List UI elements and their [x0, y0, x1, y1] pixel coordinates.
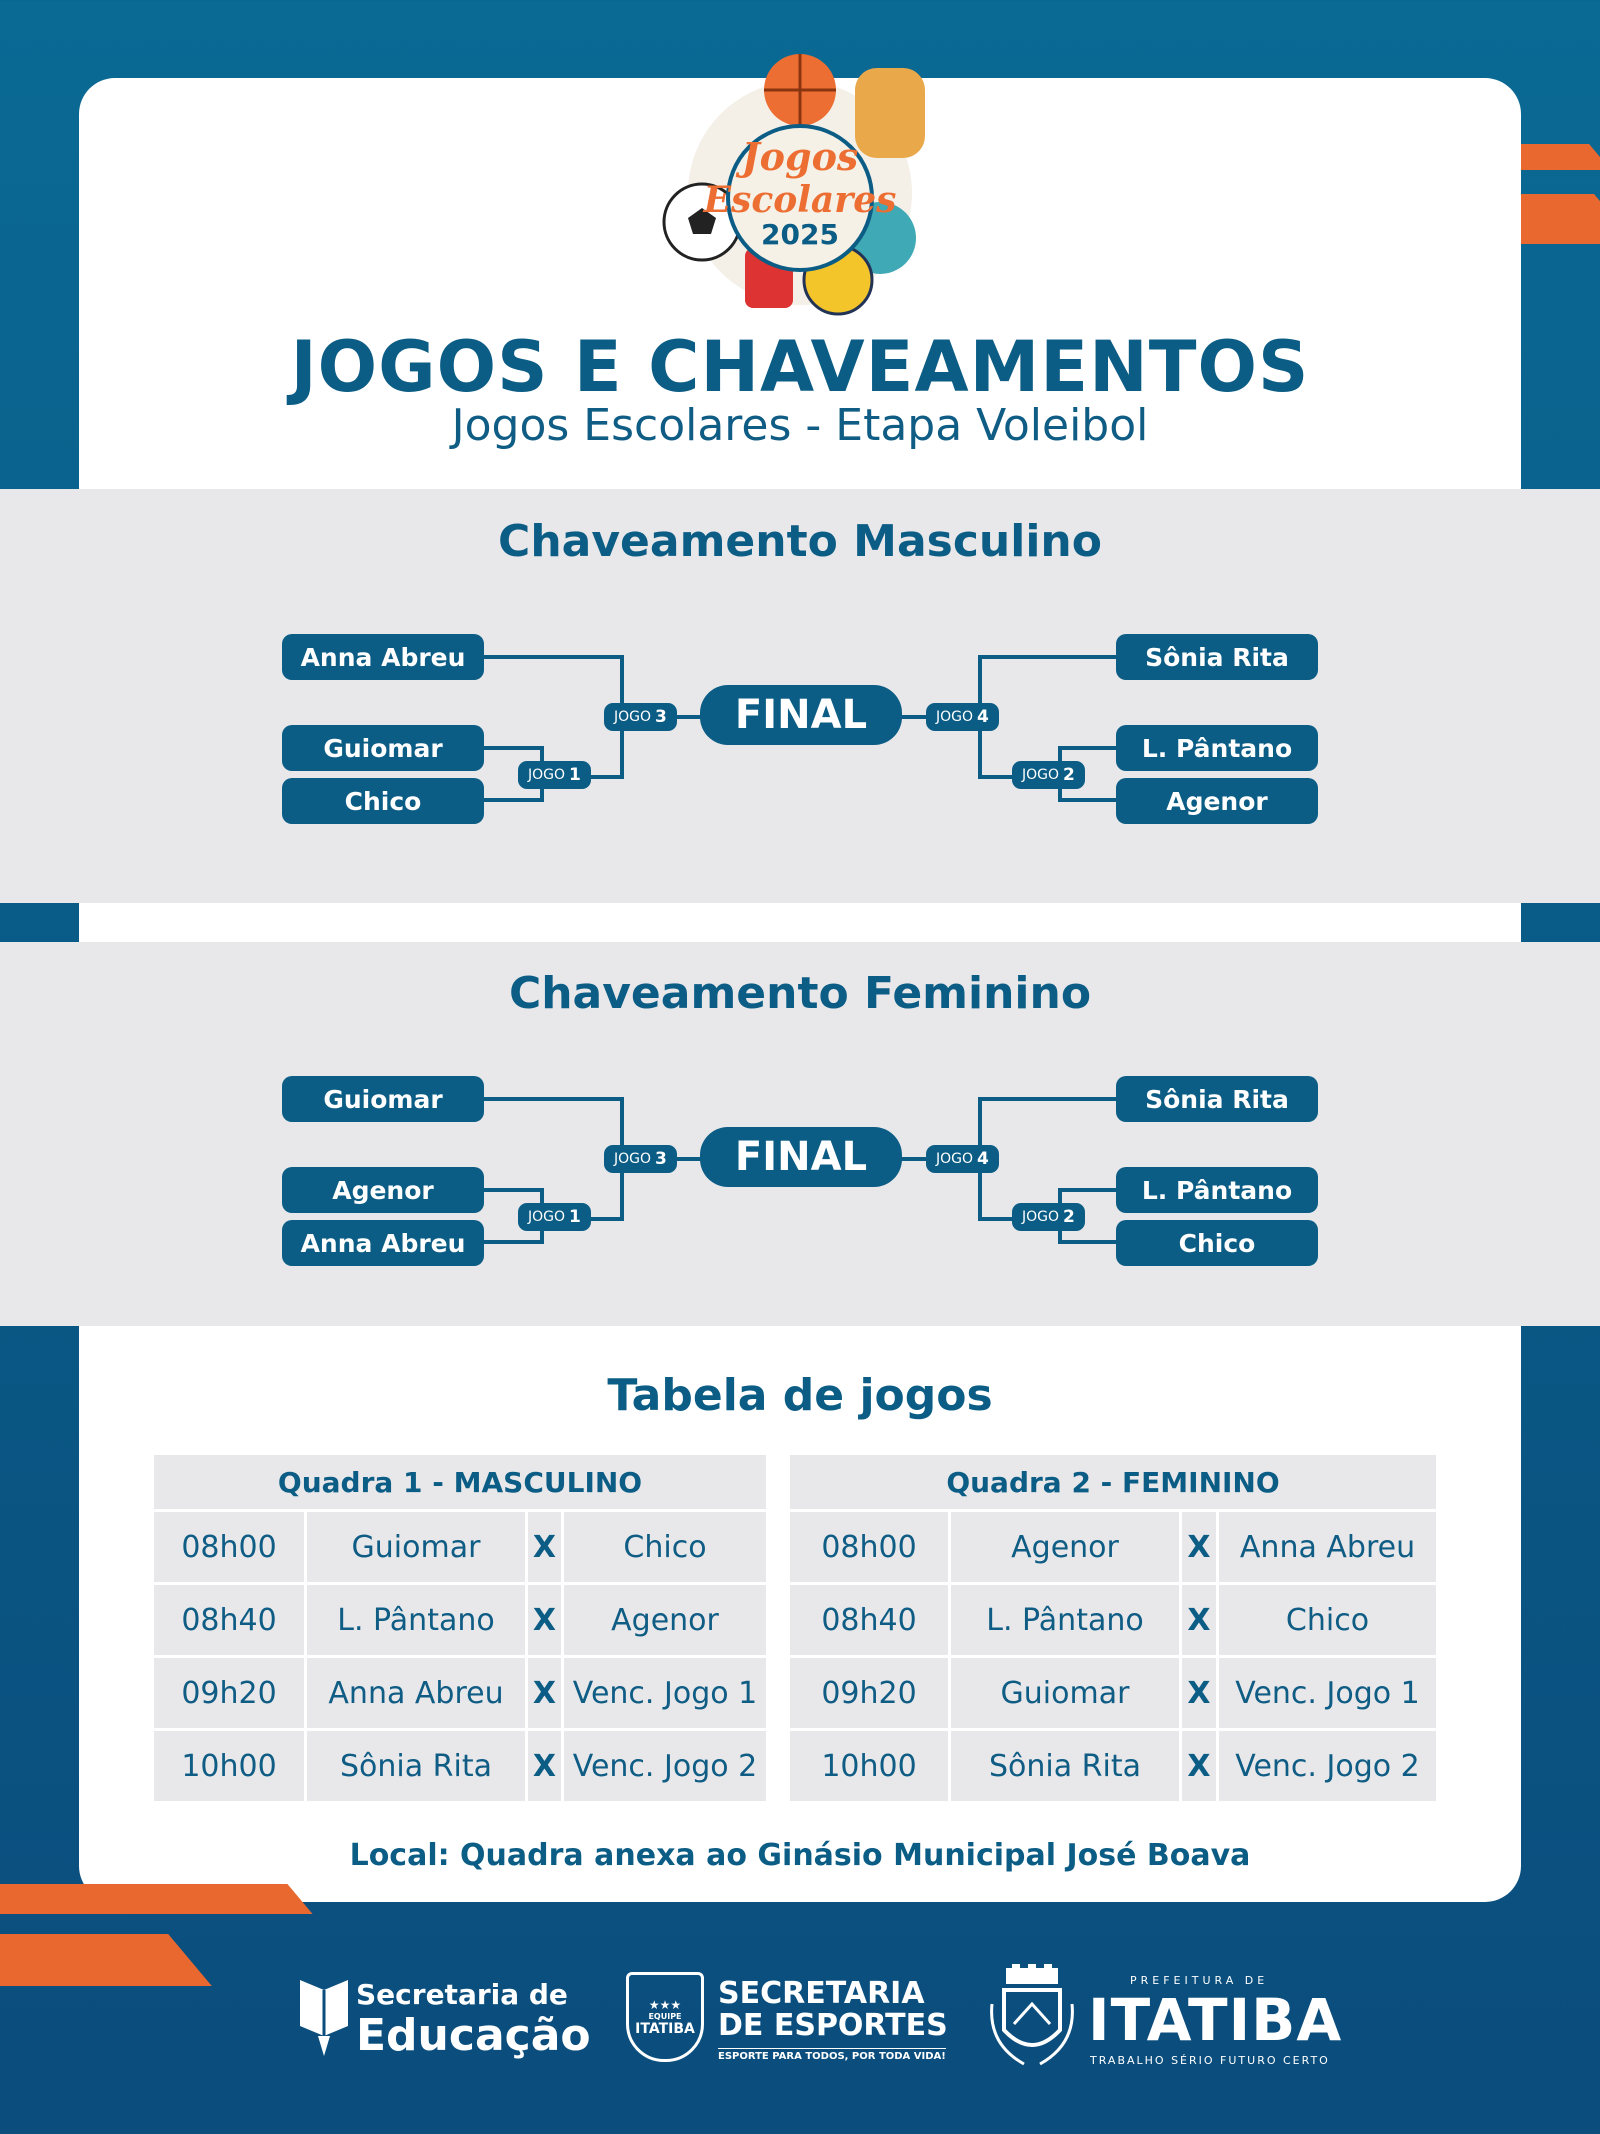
- prefeitura-name: ITATIBA: [1088, 1986, 1343, 2054]
- bracket-line: [898, 715, 928, 719]
- prefeitura-slogan: TRABALHO SÉRIO FUTURO CERTO: [1090, 2054, 1330, 2067]
- versus-mark: X: [528, 1585, 561, 1655]
- bracket-line: [898, 1157, 928, 1161]
- educacao-line2: Educação: [356, 2010, 591, 2061]
- secretaria-educacao-logo: [296, 1972, 591, 2068]
- bracket-line: [484, 1097, 622, 1101]
- tabela-title: Tabela de jogos: [607, 1370, 993, 1421]
- team-b: Venc. Jogo 1: [564, 1658, 766, 1728]
- bracket-feminino-title: Chaveamento Feminino: [508, 968, 1092, 1019]
- bracket-line: [1058, 746, 1116, 750]
- versus-mark: X: [528, 1658, 561, 1728]
- game-time: 08h00: [790, 1512, 948, 1582]
- jogo-badge: JOGO 1: [518, 761, 591, 789]
- quadra2-header: Quadra 2 - FEMININO: [790, 1455, 1436, 1509]
- team-box: Guiomar: [282, 1076, 484, 1122]
- team-a: Anna Abreu: [307, 1658, 525, 1728]
- team-a: Guiomar: [951, 1658, 1179, 1728]
- game-time: 08h40: [790, 1585, 948, 1655]
- team-box: L. Pântano: [1116, 1167, 1318, 1213]
- table-row: [154, 1512, 766, 1582]
- tabela-quadra1: [151, 1452, 769, 1804]
- bracket-line: [978, 1097, 1116, 1101]
- team-box: Sônia Rita: [1116, 1076, 1318, 1122]
- team-box: Anna Abreu: [282, 1220, 484, 1266]
- team-box: Agenor: [1116, 778, 1318, 824]
- logo-text-escolares: Escolares: [703, 179, 897, 221]
- game-time: 10h00: [790, 1731, 948, 1801]
- prefeitura-itatiba-logo: [984, 1964, 1343, 2074]
- coat-of-arms-icon: [984, 1964, 1080, 2072]
- bracket-masculino-title: Chaveamento Masculino: [498, 516, 1102, 567]
- versus-mark: X: [1182, 1731, 1216, 1801]
- versus-mark: X: [528, 1512, 561, 1582]
- bracket-line: [1058, 798, 1116, 802]
- game-time: 08h00: [154, 1512, 304, 1582]
- prefeitura-small: PREFEITURA DE: [1130, 1974, 1269, 1987]
- team-box: Guiomar: [282, 725, 484, 771]
- bracket-line: [484, 1188, 542, 1192]
- team-b: Anna Abreu: [1219, 1512, 1436, 1582]
- bracket-line: [484, 746, 542, 750]
- logo-year: 2025: [761, 218, 839, 251]
- table-row: [154, 1731, 766, 1801]
- local-info: Local: Quadra anexa ao Ginásio Municipal José Boava: [349, 1838, 1251, 1873]
- bracket-line: [1058, 1240, 1116, 1244]
- versus-mark: X: [1182, 1658, 1216, 1728]
- versus-mark: X: [1182, 1512, 1216, 1582]
- star-icon: ★★★: [648, 1997, 682, 2012]
- team-box: Chico: [282, 778, 484, 824]
- accent-stripe: [0, 1934, 212, 1986]
- quadra1-header: Quadra 1 - MASCULINO: [154, 1455, 766, 1509]
- bracket-line: [978, 1217, 1012, 1221]
- team-a: Sônia Rita: [951, 1731, 1179, 1801]
- team-b: Venc. Jogo 1: [1219, 1658, 1436, 1728]
- esportes-shield-icon: ★★★ EQUIPE ITATIBA: [626, 1972, 704, 2062]
- bracket-line: [978, 655, 1116, 659]
- team-box: Sônia Rita: [1116, 634, 1318, 680]
- team-a: L. Pântano: [307, 1585, 525, 1655]
- game-time: 09h20: [154, 1658, 304, 1728]
- esportes-line2: DE ESPORTES: [718, 2008, 948, 2043]
- table-row: [790, 1585, 1436, 1655]
- team-b: Venc. Jogo 2: [564, 1731, 766, 1801]
- team-a: Sônia Rita: [307, 1731, 525, 1801]
- team-a: Agenor: [951, 1512, 1179, 1582]
- final-box: FINAL: [700, 685, 902, 745]
- team-b: Agenor: [564, 1585, 766, 1655]
- bracket-line: [1058, 1188, 1116, 1192]
- team-b: Venc. Jogo 2: [1219, 1731, 1436, 1801]
- logo-text-jogos: Jogos: [741, 134, 859, 179]
- team-a: L. Pântano: [951, 1585, 1179, 1655]
- team-b: Chico: [1219, 1585, 1436, 1655]
- team-box: Chico: [1116, 1220, 1318, 1266]
- jogo-badge: JOGO 4: [926, 1145, 999, 1173]
- jogo-badge: JOGO 3: [604, 1145, 677, 1173]
- educacao-line1: Secretaria de: [356, 1978, 568, 2011]
- page-title: JOGOS E CHAVEAMENTOS: [290, 326, 1310, 408]
- jogos-escolares-logo: [650, 48, 950, 318]
- bracket-line: [484, 1240, 542, 1244]
- jogo-badge: JOGO 1: [518, 1203, 591, 1231]
- esportes-line1: SECRETARIA: [718, 1976, 925, 2011]
- jogo-badge: JOGO 3: [604, 703, 677, 731]
- jogo-badge: JOGO 2: [1012, 761, 1085, 789]
- game-time: 10h00: [154, 1731, 304, 1801]
- game-time: 08h40: [154, 1585, 304, 1655]
- team-box: Anna Abreu: [282, 634, 484, 680]
- game-time: 09h20: [790, 1658, 948, 1728]
- book-icon: [296, 1976, 352, 2062]
- bracket-line: [588, 775, 622, 779]
- bracket-line: [978, 775, 1012, 779]
- table-row: [790, 1658, 1436, 1728]
- table-row: [790, 1512, 1436, 1582]
- jogo-badge: JOGO 4: [926, 703, 999, 731]
- bracket-line: [484, 798, 542, 802]
- versus-mark: X: [528, 1731, 561, 1801]
- table-row: [154, 1585, 766, 1655]
- team-a: Guiomar: [307, 1512, 525, 1582]
- team-box: L. Pântano: [1116, 725, 1318, 771]
- bracket-line: [484, 655, 622, 659]
- team-b: Chico: [564, 1512, 766, 1582]
- secretaria-esportes-logo: [626, 1972, 948, 2068]
- versus-mark: X: [1182, 1585, 1216, 1655]
- page-subtitle: Jogos Escolares - Etapa Voleibol: [451, 400, 1149, 451]
- bracket-line: [588, 1217, 622, 1221]
- team-box: Agenor: [282, 1167, 484, 1213]
- accent-stripe: [0, 1884, 313, 1914]
- tabela-quadra2: [787, 1452, 1439, 1804]
- table-row: [790, 1731, 1436, 1801]
- final-box: FINAL: [700, 1127, 902, 1187]
- table-row: [154, 1658, 766, 1728]
- esportes-slogan: ESPORTE PARA TODOS, POR TODA VIDA!: [718, 2048, 946, 2062]
- jogo-badge: JOGO 2: [1012, 1203, 1085, 1231]
